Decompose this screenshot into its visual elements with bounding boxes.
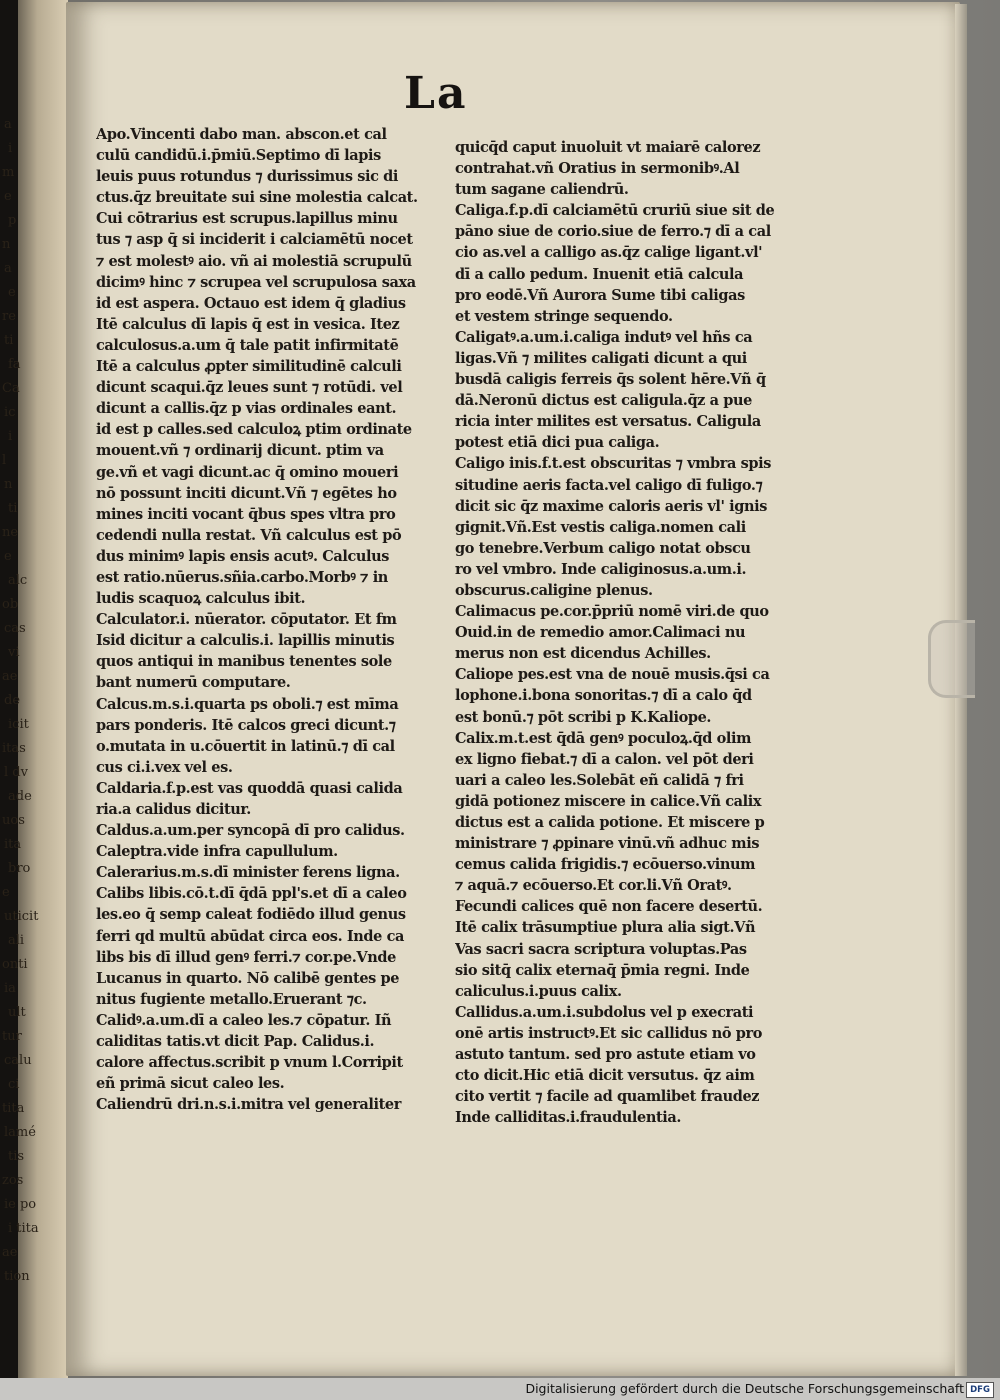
margin-fragment: re (2, 309, 16, 324)
text-line: pars ponderis. Itē calcos greci dicunt.⁊ (96, 716, 396, 734)
text-line: Caliga.f.p.dī calciamētū cruriū siue sit de (455, 202, 775, 220)
margin-fragment: e (4, 189, 12, 204)
text-line: Ouid.in de remedio amor.Calimaci nu (455, 624, 746, 642)
text-line: Itē calculus dī lapis q̄ est in vesica. Itez (96, 315, 400, 333)
text-line: gidā potionez miscere in calice.Vñ calix (455, 792, 762, 810)
text-line: astuto tantum. sed pro astute etiam vo (455, 1046, 756, 1064)
text-line: Caldaria.f.p.est vas quoddā quasi calida (96, 779, 403, 797)
margin-fragment: onti (2, 957, 28, 972)
margin-fragment: l (2, 453, 7, 468)
left-facing-page (0, 0, 68, 1400)
margin-fragment: tita (2, 1101, 25, 1116)
text-line: tus ⁊ asp q̄ si inciderit i calciamētū nocet (96, 231, 413, 249)
text-line: merus non est dicendus Achilles. (455, 645, 711, 663)
text-line: Inde calliditas.i.fraudulentia. (455, 1109, 682, 1127)
margin-fragment: i tita (8, 1221, 39, 1236)
margin-fragment: ult (8, 1005, 26, 1020)
margin-fragment: i (8, 429, 13, 444)
margin-fragment: tion (4, 1269, 30, 1284)
page-header: La (404, 68, 468, 119)
text-line: Callidus.a.um.i.subdolus vel p execrati (455, 1003, 754, 1021)
text-column-right (455, 137, 810, 1128)
margin-fragment: ci (8, 1077, 20, 1092)
text-line: Lucanus in quarto. Nō calibē gentes pe (96, 969, 400, 987)
text-line: cito vertit ⁊ facile ad quamlibet fraudez (455, 1088, 760, 1106)
margin-fragment: uos (2, 813, 25, 828)
text-line: uari a caleo les.Solebāt eñ calidā ⁊ fri (455, 771, 744, 789)
margin-fragment: ae (2, 1245, 18, 1260)
margin-fragment: de (4, 693, 21, 708)
text-line: pāno siue de corio.siue de ferro.⁊ dī a cal (455, 223, 771, 241)
text-line: Calculator.i. nūerator. cōputator. Et fm (96, 611, 397, 629)
margin-fragment: a (4, 261, 12, 276)
margin-fragment: e (4, 549, 12, 564)
text-line: dā.Neronū dictus est caligula.q̄z a pue (455, 392, 753, 410)
margin-fragment: Ca (2, 381, 20, 396)
margin-fragment: itas (2, 741, 26, 756)
text-line: ge.vñ et vagi dicunt.ac q̄ omino moueri (96, 463, 399, 481)
text-line: Caliendrū dri.n.s.i.mitra vel generaliter (96, 1096, 401, 1114)
margin-fragment: ae (2, 669, 18, 684)
text-line: quicq̄d caput inuoluit vt maiarē calorez (455, 139, 761, 156)
text-line: ludis scaquoꝝ calculus ibit. (96, 590, 306, 608)
margin-fragment: n (2, 237, 11, 252)
text-line: ro vel vmbro. Inde caliginosus.a.um.i. (455, 560, 747, 578)
text-line: ⁊ aquā.⁊ ecōuerso.Et cor.li.Vñ Oratꝰ. (455, 877, 732, 895)
text-line: Caleptra.vide infra capullulum. (96, 843, 338, 861)
text-line: situdine aeris facta.vel caligo dī fuligo.⁊ (455, 476, 763, 494)
margin-fragment: icit (8, 717, 29, 732)
margin-fragment: ita (4, 837, 22, 852)
text-line: contrahat.vñ Oratius in sermonibꝰ.Al (455, 160, 740, 178)
margin-fragment: ti (4, 333, 14, 348)
margin-fragment: alc (8, 573, 28, 588)
text-line: Caligo inis.f.t.est obscuritas ⁊ vmbra spis (455, 455, 772, 473)
text-line: caliculus.i.puus calix. (455, 982, 622, 1000)
text-line: Itē calix trāsumptiue plura alia sigt.Vñ (455, 919, 756, 937)
text-line: Fecundi calices quē non facere desertū. (455, 898, 763, 916)
text-line: Calcus.m.s.i.quarta ps oboli.⁊ est mīma (96, 695, 399, 713)
text-line: et vestem stringe sequendo. (455, 307, 673, 325)
text-line: id est aspera. Octauo est idem q̄ gladius (96, 294, 406, 312)
funding-credit: Digitalisierung gefördert durch die Deutsche Forschungsgemeinschaft (525, 1381, 964, 1396)
text-line: obscurus.caligine plenus. (455, 581, 653, 599)
text-line: cio as.vel a calligo as.q̄z calige ligant.vl' (455, 244, 763, 262)
text-line: calore affectus.scribit p vnum l.Corripit (96, 1054, 403, 1072)
text-line: dicunt a callis.q̄z p vias ordinales eant. (96, 400, 397, 418)
text-line: o.mutata in u.cōuertit in latinū.⁊ dī cal (96, 737, 395, 755)
text-line: mouent.vñ ⁊ ordinarij dicunt. ptim va (96, 442, 384, 460)
margin-fragment: calu (4, 1053, 32, 1068)
text-line: cemus calida frigidis.⁊ ecōuerso.vinum (455, 856, 756, 874)
text-line: Caldus.a.um.per syncopā dī pro calidus. (96, 822, 405, 840)
text-line: Isid dicitur a calculis.i. lapillis minutis (96, 632, 395, 650)
margin-fragment: tis (8, 1149, 25, 1164)
text-line: Calix.m.t.est q̄dā genꝰ poculoꝝ.q̄d olim (455, 729, 752, 747)
text-line: Calibs libis.cō.t.dī q̄dā ppl's.et dī a caleo (96, 885, 407, 903)
margin-fragment: ob (2, 597, 19, 612)
text-line: est bonū.⁊ pōt scribi p K.Kaliope. (455, 708, 712, 726)
text-line: ⁊ est molestꝰ aio. vñ ai molestiā scrupulū (96, 252, 412, 270)
text-line: Itē a calculus ꝓpter similitudinē calculi (96, 358, 402, 376)
footer-bar (0, 1378, 1000, 1400)
text-line: calculosus.a.um q̄ tale patit infirmitatē (96, 336, 399, 354)
text-line: Caliope pes.est vna de nouē musis.q̄si ca (455, 666, 770, 684)
text-line: mines inciti vocant q̄bus spes vltra pro (96, 505, 396, 523)
text-line: Apo.Vincenti dabo man. abscon.et cal (96, 126, 387, 143)
text-line: cus ci.i.vex vel es. (96, 758, 233, 776)
dfg-logo-icon: DFG (966, 1382, 994, 1398)
margin-fragment: n (4, 477, 13, 492)
text-line: les.eo q̄ semp caleat fodiēdo illud genus (96, 906, 406, 924)
margin-fragment: ia (4, 981, 16, 996)
text-line: ligas.Vñ ⁊ milites caligati dicunt a qui (455, 349, 747, 367)
margin-fragment: ic (4, 405, 16, 420)
text-line: dicimꝰ hinc ⁊ scrupea vel scrupulosa saxa (96, 273, 416, 291)
text-line: sio sitq̄ calix eternaq̄ p̄mia regni. Inde (455, 961, 750, 979)
margin-fragment: ade (8, 789, 32, 804)
text-line: tum sagane caliendrū. (455, 181, 629, 199)
text-line: busdā caligis ferreis q̄s solent hēre.Vñ q̄ (455, 371, 766, 389)
margin-fragment: m (2, 165, 15, 180)
text-line: id est p calles.sed calculoꝝ ptim ordinate (96, 421, 412, 439)
margin-fragment: zos (2, 1173, 24, 1188)
text-line: Calerarius.m.s.dī minister ferens ligna. (96, 864, 400, 882)
text-line: cedendi nulla restat. Vñ calculus est pō (96, 526, 402, 544)
text-line: quos antiqui in manibus tenentes sole (96, 653, 392, 671)
page-clip (928, 620, 975, 698)
text-line: bant numerū computare. (96, 674, 291, 692)
margin-fragment: uticit (4, 909, 39, 924)
text-line: onē artis instructꝰ.Et sic callidus nō pro (455, 1024, 763, 1042)
text-line: dicunt scaqui.q̄z leues sunt ⁊ rotūdi. vel (96, 379, 403, 397)
margin-fragment: ali (8, 933, 25, 948)
margin-fragment: a (4, 117, 12, 132)
text-line: libs bis dī illud genꝰ ferri.⁊ cor.pe.Vnde (96, 948, 396, 966)
text-line: ferri qd multū abūdat circa eos. Inde ca (96, 927, 405, 945)
margin-fragment: e (8, 285, 16, 300)
text-line: Caligatꝰ.a.um.i.caliga indutꝰ vel hñs ca (455, 328, 753, 346)
text-line: dī a callo pedum. Inuenit etiā calcula (455, 265, 744, 283)
margin-fragment: tur (2, 1029, 22, 1044)
margin-fragment: i (8, 141, 13, 156)
text-line: pro eodē.Vñ Aurora Sume tibi caligas (455, 286, 745, 304)
margin-fragment: ie po (4, 1197, 37, 1212)
text-line: nō possunt inciti dicunt.Vñ ⁊ egētes ho (96, 484, 397, 502)
margin-fragment: cas (4, 621, 26, 636)
text-column-left (96, 124, 468, 1115)
text-line: caliditas tatis.vt dicit Pap. Calidus.i. (96, 1033, 375, 1051)
margin-fragment: e (2, 885, 10, 900)
text-line: gignit.Vñ.Est vestis caliga.nomen cali (455, 518, 746, 536)
text-line: culū candidū.i.p̄miū.Septimo dī lapis (96, 147, 381, 165)
text-line: Calimacus pe.cor.p̄priū nomē viri.de quo (455, 603, 769, 621)
text-line: lophone.i.bona sonoritas.⁊ dī a calo q̄d (455, 687, 752, 705)
text-line: leuis puus rotundus ⁊ durissimus sic di (96, 168, 399, 186)
margin-fragment: vi (8, 645, 20, 660)
text-line: dicit sic q̄z maxime caloris aeris vl' ignis (455, 497, 768, 515)
text-line: Cui cōtrarius est scrupus.lapillus minu (96, 210, 398, 228)
margin-fragment: ti (8, 501, 18, 516)
text-line: cto dicit.Hic etiā dicit versutus. q̄z aim (455, 1067, 755, 1085)
text-line: go tenebre.Verbum caligo notat obscu (455, 539, 751, 557)
text-line: ctus.q̄z breuitate sui sine molestia calcat. (96, 189, 418, 207)
margin-fragment: l dv (4, 765, 28, 780)
text-line: eñ primā sicut caleo les. (96, 1075, 285, 1093)
margin-fragment: fa (8, 357, 21, 372)
text-line: nitus fugiente metallo.Eruerant ⁊c. (96, 990, 367, 1008)
margin-fragment: ne (2, 525, 19, 540)
text-line: ex ligno fiebat.⁊ dī a calon. vel pōt deri (455, 750, 754, 768)
text-line: ria.a calidus dicitur. (96, 801, 251, 818)
text-line: dus minimꝰ lapis ensis acutꝰ. Calculus (96, 547, 390, 565)
text-line: est ratio.nūerus.sñia.carbo.Morbꝰ ⁊ in (96, 568, 388, 586)
text-line: dictus est a calida potione. Et miscere p (455, 814, 765, 831)
text-line: ministrare ⁊ ꝓpinare vinū.vñ adhuc mis (455, 835, 760, 853)
text-line: ricia inter milites est versatus. Caligula (455, 413, 761, 431)
text-line: Vas sacri sacra scriptura voluptas.Pas (455, 940, 747, 958)
margin-fragment: bro (8, 861, 31, 876)
margin-fragment: lamé (4, 1125, 36, 1140)
text-line: potest etiā dici pua caliga. (455, 434, 660, 452)
text-line: Calidꝰ.a.um.dī a caleo les.⁊ cōpatur. Iñ (96, 1011, 392, 1029)
margin-fragment: p (8, 213, 17, 228)
